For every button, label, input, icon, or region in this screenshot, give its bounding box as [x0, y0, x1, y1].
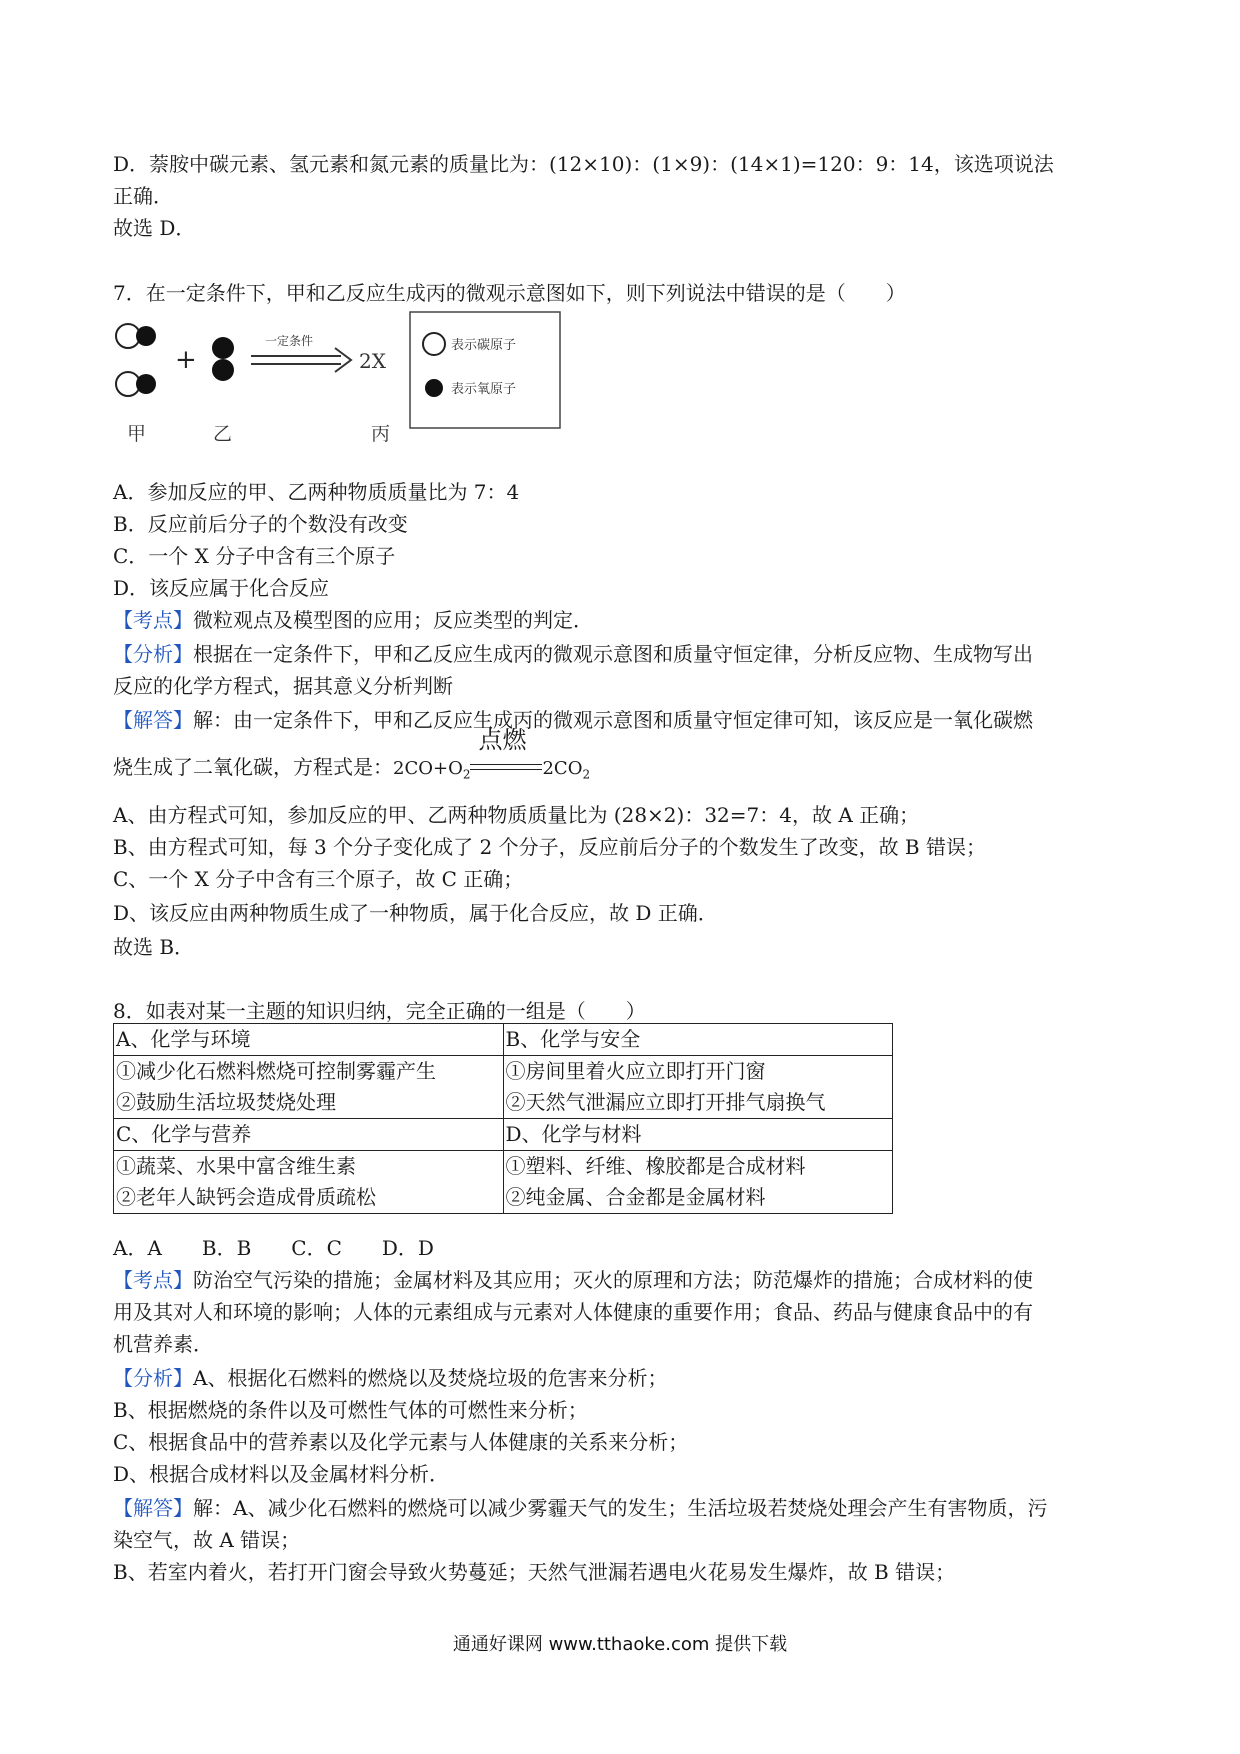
molecule-co-icon: [116, 324, 156, 348]
prev-option-d-line1: D．萘胺中碳元素、氢元素和氮元素的质量比为：(12×10)：(1×9)：(14×1)=120：9：14，该选项说法: [113, 152, 1054, 176]
q8-fenxi-line2: B、根据燃烧的条件以及可燃性气体的可燃性来分析；: [113, 1398, 588, 1422]
prev-option-d-line2: 正确．: [113, 184, 173, 208]
molecule-co-icon: [116, 372, 156, 396]
q7-option-a: A．参加反应的甲、乙两种物质质量比为 7：4: [113, 480, 520, 504]
q7-option-d: D．该反应属于化合反应: [113, 576, 330, 600]
q8-knowledge-table: [113, 1023, 893, 1214]
q8-jieda-line2: 染空气，故 A 错误；: [113, 1528, 301, 1552]
label-yi: 乙: [213, 423, 233, 445]
reaction-condition: 一定条件: [265, 334, 314, 348]
q8-jieda-line3: B、若室内着火，若打开门窗会导致火势蔓延；天然气泄漏若遇电火花易发生爆炸，故 B 错误；: [113, 1560, 956, 1584]
legend-oxygen: 表示氧原子: [451, 382, 517, 397]
equation-right: $2CO_2$: [542, 758, 591, 782]
table-head-b: B、化学与安全: [503, 1024, 893, 1056]
jieda-tag: 【解答】: [113, 708, 193, 732]
carbon-atom-icon: [423, 333, 445, 355]
q7-fenxi: 【分析】根据在一定条件下，甲和乙反应生成丙的微观示意图和质量守恒定律，分析反应物、生成物写出: [113, 642, 1033, 666]
q8-fenxi: 【分析】A、根据化石燃料的燃烧以及焚烧垃圾的危害来分析；: [113, 1366, 668, 1390]
oxygen-atom-icon: [425, 379, 443, 397]
molecule-o2-icon: [212, 337, 234, 381]
table-cell-d: ①塑料、纤维、橡胶都是合成材料 ②纯金属、合金都是金属材料: [503, 1151, 893, 1214]
table-cell-a: ①减少化石燃料燃烧可控制雾霾产生 ②鼓励生活垃圾焚烧处理: [114, 1056, 504, 1119]
q7-solution-a: A、由方程式可知，参加反应的甲、乙两种物质质量比为 (28×2)：32=7：4，故 A 正确；: [113, 803, 920, 827]
q8-kaodian-line2: 用及其对人和环境的影响；人体的元素组成与元素对人体健康的重要作用；食品、药品与健康食品中的有: [113, 1300, 1033, 1324]
table-cell-b: ①房间里着火应立即打开门窗 ②天然气泄漏应立即打开排气扇换气: [503, 1056, 893, 1119]
plus-sign: +: [175, 345, 197, 375]
q8-fenxi-line3: C、根据食品中的营养素以及化学元素与人体健康的关系来分析；: [113, 1430, 689, 1454]
q7-answer: 故选 B．: [113, 935, 195, 959]
jieda-tag: 【解答】: [113, 1496, 193, 1520]
q8-kaodian: 【考点】防治空气污染的措施；金属材料及其应用；灭火的原理和方法；防范爆炸的措施；合成材料的使: [113, 1268, 1033, 1292]
legend-carbon: 表示碳原子: [451, 338, 517, 353]
q8-fenxi-line4: D、根据合成材料以及金属材料分析．: [113, 1462, 450, 1486]
fenxi-tag: 【分析】: [113, 642, 193, 666]
q7-jieda: 【解答】解：由一定条件下，甲和乙反应生成丙的微观示意图和质量守恒定律可知，该反应是一氧化碳燃: [113, 708, 1033, 732]
q7-equation-line: 烧生成了二氧化碳，方程式是：$2CO+O_2$ 点燃 $2CO_2$: [113, 726, 591, 782]
q7-option-b: B．反应前后分子的个数没有改变: [113, 512, 408, 536]
legend-box: [410, 312, 560, 428]
fenxi-tag: 【分析】: [113, 1366, 193, 1390]
reaction-arrow-icon: [251, 348, 351, 372]
q8-stem: 8．如表对某一主题的知识归纳，完全正确的一组是（ ）: [113, 999, 646, 1023]
table-cell-c: ①蔬菜、水果中富含维生素 ②老年人缺钙会造成骨质疏松: [114, 1151, 504, 1214]
label-bing: 丙: [371, 423, 391, 445]
equation-condition: 点燃: [478, 726, 527, 754]
kaodian-tag: 【考点】: [113, 608, 193, 632]
q7-fenxi-line2: 反应的化学方程式，据其意义分析判断: [113, 674, 453, 698]
q8-jieda: 【解答】解：A、减少化石燃料的燃烧可以减少雾霾天气的发生；生活垃圾若焚烧处理会产生有害物质，污: [113, 1496, 1048, 1520]
q8-choices: A．A B．B C．C D．D: [113, 1236, 434, 1260]
q7-solution-b: B、由方程式可知，每 3 个分子变化成了 2 个分子，反应前后分子的个数发生了改变，故 B 错误；: [113, 835, 986, 859]
q7-kaodian: 【考点】微粒观点及模型图的应用；反应类型的判定．: [113, 608, 593, 632]
q8-kaodian-line3: 机营养素．: [113, 1332, 213, 1356]
q7-option-c: C．一个 X 分子中含有三个原子: [113, 544, 396, 568]
table-head-a: A、化学与环境: [114, 1024, 504, 1056]
prev-answer: 故选 D．: [113, 216, 196, 240]
kaodian-tag: 【考点】: [113, 1268, 193, 1292]
page-footer: 通通好课网 www.tthaoke.com 提供下载: [452, 1634, 788, 1655]
q7-stem: 7．在一定条件下，甲和乙反应生成丙的微观示意图如下，则下列说法中错误的是（ ）: [113, 281, 906, 305]
table-head-d: D、化学与材料: [503, 1119, 893, 1151]
q7-solution-d: D、该反应由两种物质生成了一种物质，属于化合反应，故 D 正确．: [113, 901, 718, 925]
equation-left: $2CO+O_2$: [393, 758, 471, 782]
q7-reaction-diagram: [113, 310, 563, 446]
product-2x: 2X: [359, 349, 386, 373]
q7-solution-c: C、一个 X 分子中含有三个原子，故 C 正确；: [113, 867, 524, 891]
label-jia: 甲: [127, 423, 147, 445]
equation-arrow: [470, 726, 542, 781]
table-head-c: C、化学与营养: [114, 1119, 504, 1151]
